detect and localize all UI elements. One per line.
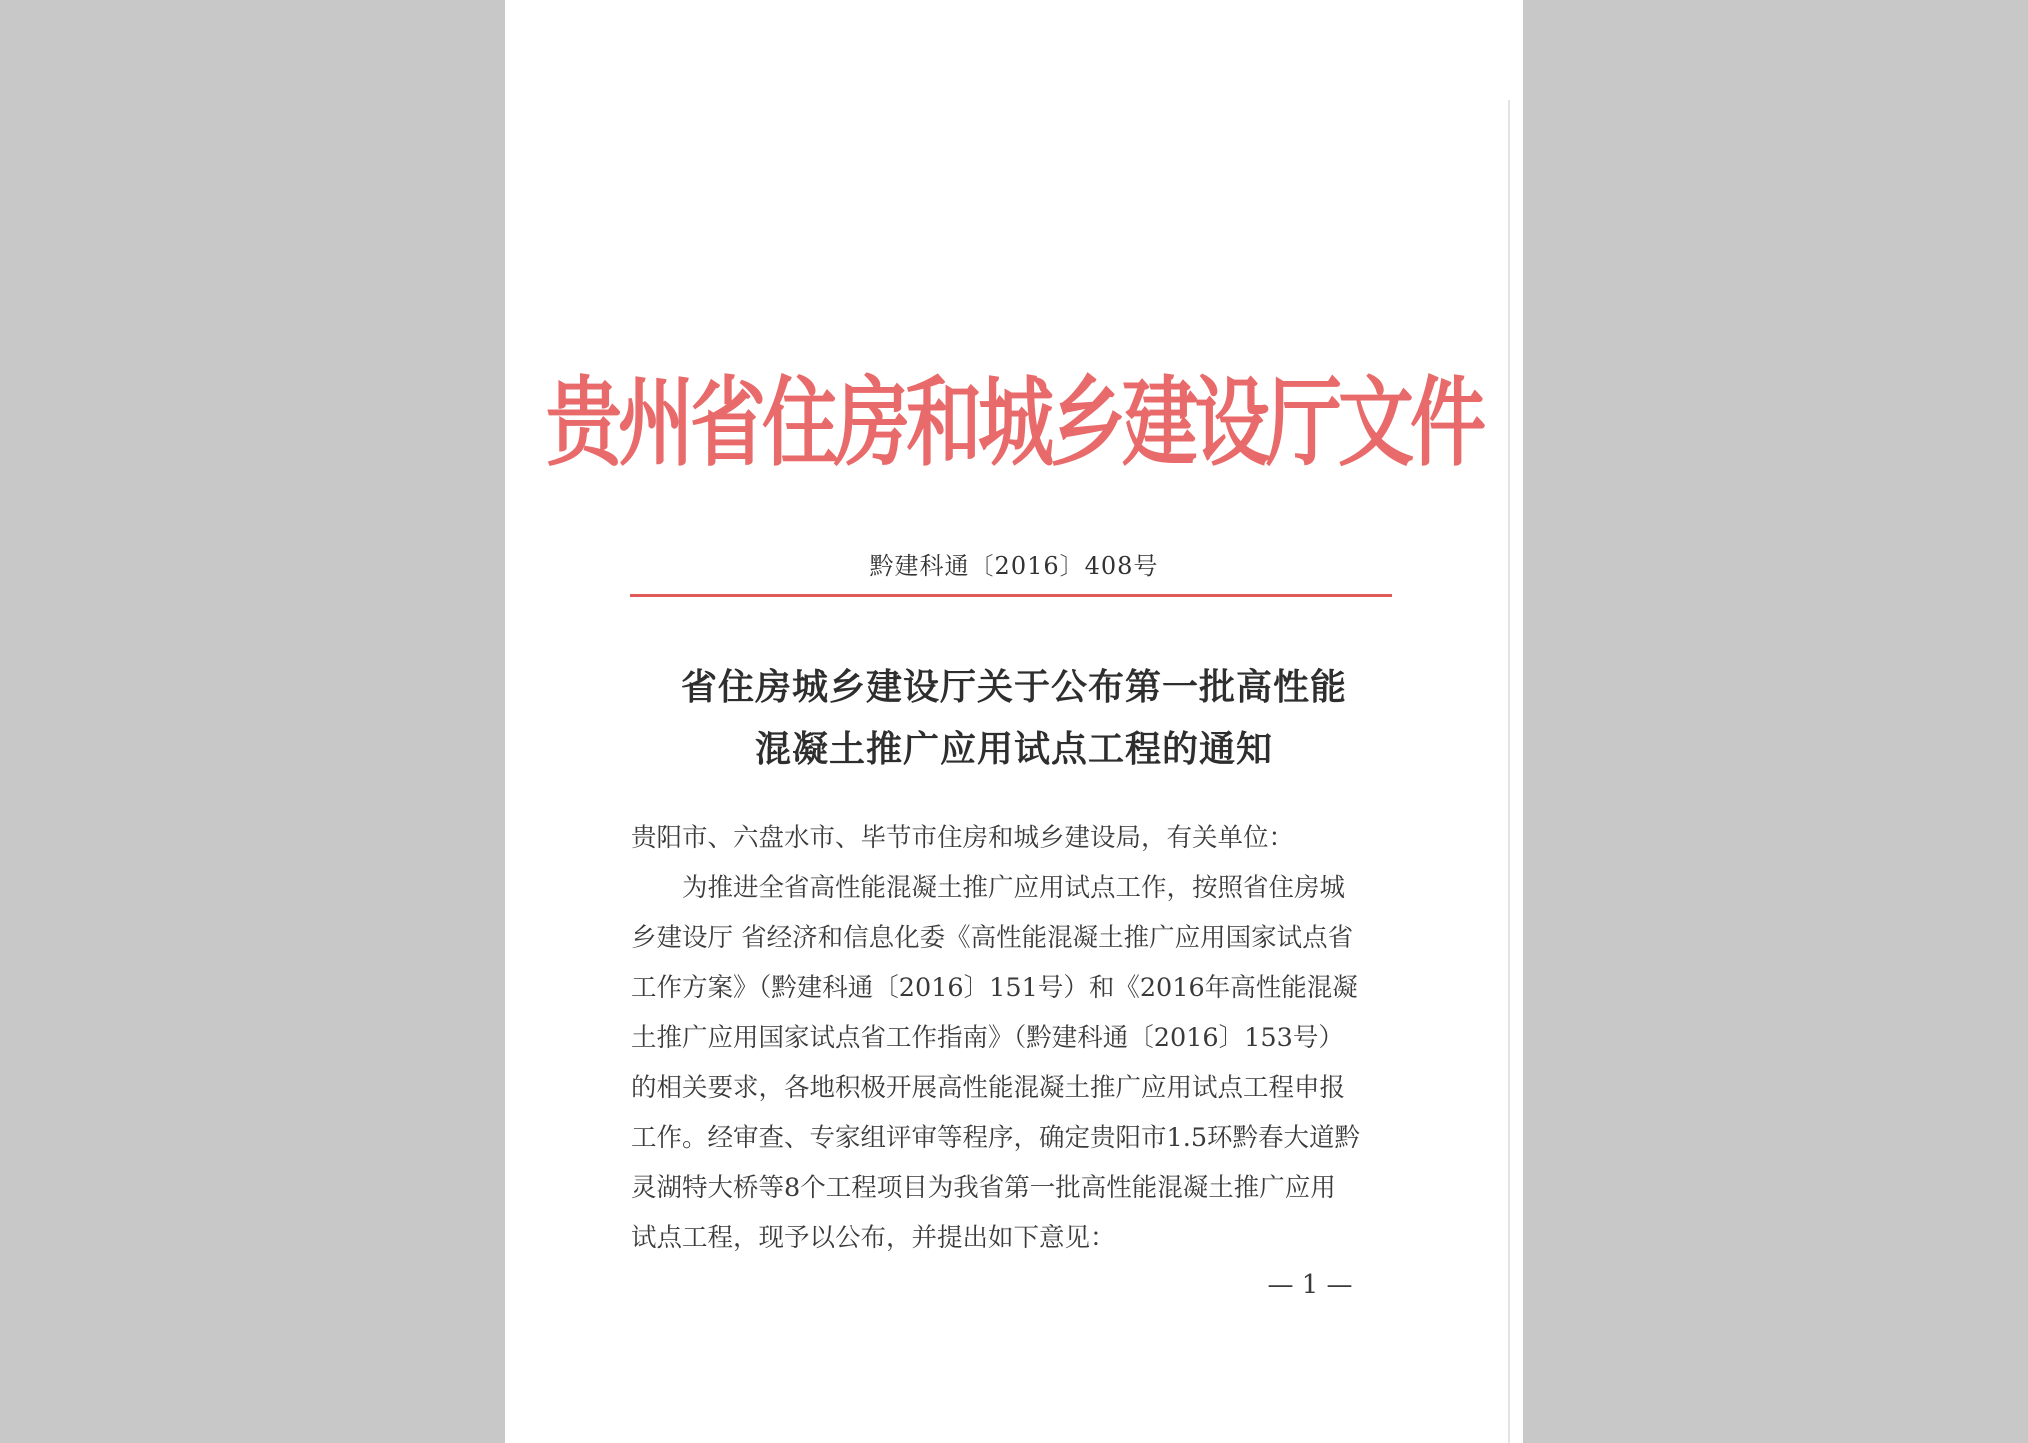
document-number: 黔建科通〔2016〕408号 <box>869 552 1159 580</box>
issuer-header: 贵州省住房和城乡建设厅文件 <box>546 365 1482 480</box>
salutation: 贵阳市、六盘水市、毕节市住房和城乡建设局，有关单位： <box>631 823 1295 853</box>
body-line-7: 灵湖特大桥等8个工程项目为我省第一批高性能混凝土推广应用 <box>631 1173 1336 1203</box>
body-text <box>631 813 1393 1263</box>
red-divider-line <box>630 594 1392 597</box>
body-line-5: 的相关要求，各地积极开展高性能混凝土推广应用试点工程申报 <box>631 1073 1346 1103</box>
notice-title-line-2: 混凝土推广应用试点工程的通知 <box>754 728 1273 770</box>
body-line-1: 为推进全省高性能混凝土推广应用试点工作，按照省住房城 <box>682 873 1346 903</box>
body-line-3: 工作方案》（黔建科通〔2016〕151号）和《2016年高性能混凝 <box>631 973 1358 1003</box>
page-number: — 1 — <box>1267 1270 1353 1300</box>
body-line-6: 工作。经审查、专家组评审等程序，确定贵阳市1.5环黔春大道黔 <box>631 1123 1361 1153</box>
body-line-8: 试点工程，现予以公布，并提出如下意见： <box>631 1223 1116 1253</box>
notice-title <box>505 656 1523 780</box>
body-line-2: 乡建设厅 省经济和信息化委《高性能混凝土推广应用国家试点省 <box>631 923 1354 953</box>
notice-title-line-1: 省住房城乡建设厅关于公布第一批高性能 <box>680 666 1347 708</box>
body-line-4: 土推广应用国家试点省工作指南》（黔建科通〔2016〕153号） <box>631 1023 1344 1053</box>
document-page <box>505 0 1523 1443</box>
